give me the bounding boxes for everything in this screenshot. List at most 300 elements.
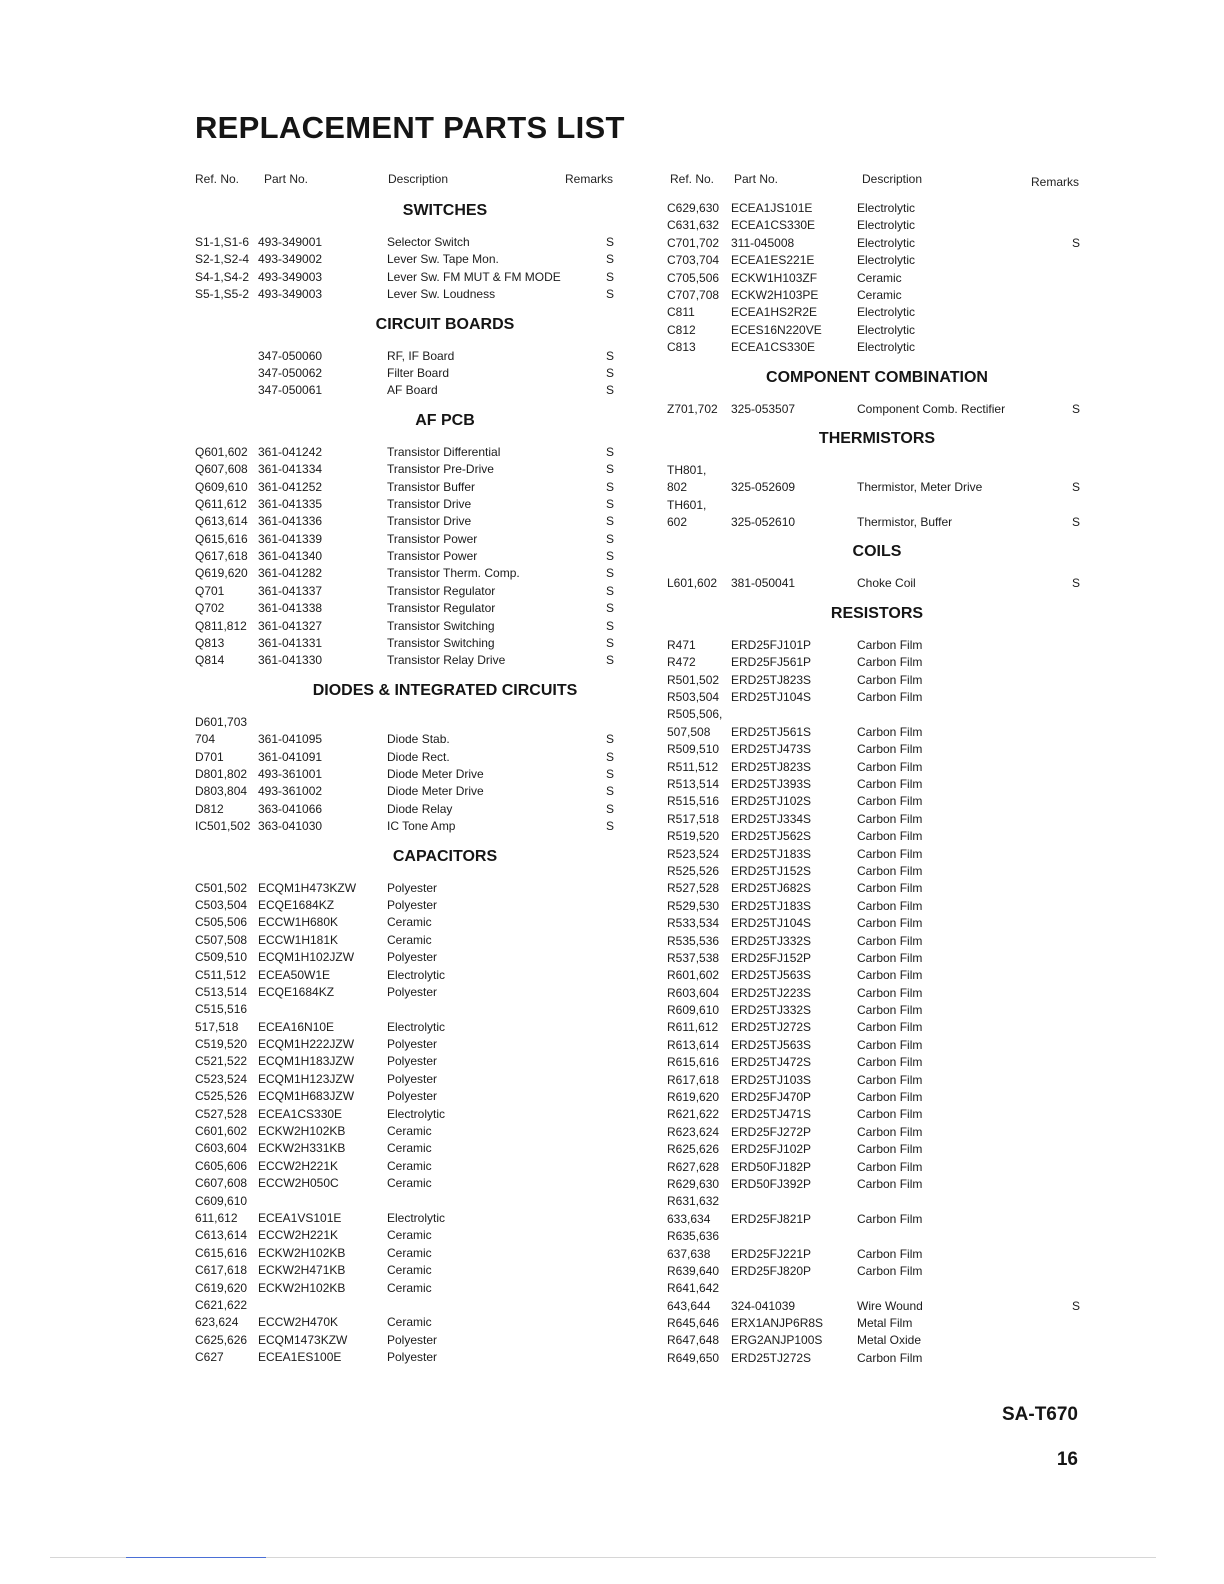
part-row <box>195 801 695 818</box>
part-row <box>667 793 1087 810</box>
remarks-cell: S <box>606 479 615 494</box>
description-cell: Diode Meter Drive <box>387 784 484 799</box>
description-cell: Thermistor, Buffer <box>857 515 953 530</box>
description-cell: Polyester <box>387 1071 438 1086</box>
ref-no-cell: R523,524 <box>667 846 720 861</box>
right-sections <box>667 200 1087 1377</box>
ref-no-cell: Q615,616 <box>195 531 248 546</box>
ref-no-cell: D601,703 <box>195 714 248 729</box>
part-no-cell: ERD25FJ561P <box>731 655 812 670</box>
part-no-cell: ERD25TJ563S <box>731 968 812 983</box>
part-no-cell: 361-041330 <box>258 653 323 668</box>
ref-no-cell: 637,638 <box>667 1246 711 1261</box>
ref-no-cell: D701 <box>195 749 224 764</box>
description-cell: Carbon Film <box>857 637 923 652</box>
part-row <box>195 461 695 478</box>
ref-no-cell: R501,502 <box>667 672 720 687</box>
remarks-cell: S <box>606 235 615 249</box>
ref-no-cell: R627,628 <box>667 1159 720 1174</box>
part-no-cell: ERD25FJ821P <box>731 1211 812 1226</box>
part-no-cell: ECQE1684KZ <box>258 897 335 912</box>
description-cell: Carbon Film <box>857 1055 923 1070</box>
part-no-cell: ERD25TJ562S <box>731 829 812 844</box>
part-no-cell: ERD25TJ183S <box>731 846 812 861</box>
ref-no-cell: C615,616 <box>195 1245 248 1260</box>
part-no-cell: ECES16N220VE <box>731 322 822 337</box>
ref-no-cell: R601,602 <box>667 968 720 983</box>
ref-no-cell: Q611,612 <box>195 496 247 511</box>
part-no-cell: 493-349001 <box>258 235 323 249</box>
description-cell: Carbon Film <box>857 811 923 826</box>
part-row <box>195 1140 695 1157</box>
ref-no-cell: C605,606 <box>195 1158 248 1173</box>
part-row <box>195 967 695 984</box>
part-row <box>195 783 695 800</box>
ref-no-cell: R625,626 <box>667 1142 720 1157</box>
part-no-cell: 361-041340 <box>258 549 323 564</box>
description-cell: Polyester <box>387 880 438 895</box>
part-row <box>195 652 695 669</box>
part-row <box>667 304 1087 321</box>
part-no-cell: ECQM1H473KZW <box>258 880 357 895</box>
remarks-cell: S <box>606 462 615 477</box>
remarks-cell: S <box>606 444 615 459</box>
part-no-cell: 361-041242 <box>258 444 323 459</box>
ref-no-cell: TH601, <box>667 497 707 512</box>
ref-no-cell: R505,506, <box>667 707 723 722</box>
part-row <box>195 1106 695 1123</box>
description-cell: Transistor Switching <box>387 636 495 651</box>
part-no-cell: ECEA16N10E <box>258 1019 335 1034</box>
ref-no-cell: R513,514 <box>667 776 720 791</box>
remarks-cell: S <box>1072 401 1081 416</box>
part-row <box>195 496 695 513</box>
description-cell: Polyester <box>387 984 438 999</box>
description-cell: Carbon Film <box>857 1211 923 1226</box>
part-row <box>667 287 1087 304</box>
description-cell: Ceramic <box>387 1315 432 1330</box>
ref-no-cell: 602 <box>667 515 688 530</box>
section-heading: DIODES & INTEGRATED CIRCUITS <box>312 681 578 699</box>
part-row <box>195 984 695 1001</box>
remarks-cell: S <box>1072 235 1081 250</box>
part-no-cell: ECQM1H683JZW <box>258 1089 355 1104</box>
description-cell: Electrolytic <box>387 967 446 982</box>
description-cell: Wire Wound <box>857 1298 923 1313</box>
remarks-cell: S <box>606 801 615 816</box>
part-row <box>667 672 1087 689</box>
part-row <box>195 880 695 897</box>
ref-no-cell: C507,508 <box>195 932 248 947</box>
part-row <box>195 565 695 582</box>
part-no-cell: ECEA1VS101E <box>258 1210 342 1225</box>
part-no-cell: ECKW2H102KB <box>258 1124 346 1139</box>
part-row <box>667 1106 1087 1123</box>
part-row <box>667 1228 1087 1245</box>
ref-no-header: Ref. No. <box>670 172 715 186</box>
ref-no-cell: C812 <box>667 322 696 337</box>
part-row <box>667 880 1087 897</box>
description-cell: Polyester <box>387 1350 438 1365</box>
part-no-cell: ERD25FJ820P <box>731 1263 812 1278</box>
part-row <box>195 1349 695 1366</box>
description-cell: Carbon Film <box>857 846 923 861</box>
remarks-cell: S <box>606 269 615 284</box>
part-row <box>667 1176 1087 1193</box>
ref-no-cell: C621,622 <box>195 1297 248 1312</box>
part-row <box>667 863 1087 880</box>
description-cell: Electrolytic <box>387 1106 446 1121</box>
ref-no-cell: Q811,812 <box>195 618 247 633</box>
section-spacer <box>195 400 695 410</box>
description-cell: Carbon Film <box>857 863 923 878</box>
description-cell: Lever Sw. FM MUT & FM MODE <box>387 269 561 284</box>
part-no-cell: ERD25TJ183S <box>731 898 812 913</box>
part-row <box>667 1159 1087 1176</box>
remarks-cell: S <box>606 636 615 651</box>
part-no-cell: 361-041282 <box>258 566 323 581</box>
part-row <box>195 1245 695 1262</box>
part-no-cell: ERD25FJ101P <box>731 637 812 652</box>
part-row <box>667 1089 1087 1106</box>
ref-no-cell: R511,512 <box>667 759 719 774</box>
part-no-cell: ERD25TJ334S <box>731 811 812 826</box>
description-cell: Electrolytic <box>387 1210 446 1225</box>
part-no-cell: 361-041338 <box>258 601 323 616</box>
part-no-cell: 361-041335 <box>258 496 323 511</box>
part-no-cell: 347-050061 <box>258 383 323 398</box>
ref-no-cell: S1-1,S1-6 <box>195 235 250 249</box>
ref-no-cell: 611,612 <box>195 1210 238 1225</box>
ref-no-cell: R645,646 <box>667 1316 720 1331</box>
part-row <box>195 1262 695 1279</box>
part-no-cell: ERD25TJ471S <box>731 1107 812 1122</box>
remarks-cell: S <box>1072 480 1081 495</box>
part-row <box>667 1193 1087 1210</box>
part-no-cell: 347-050062 <box>258 365 323 380</box>
section-heading: RESISTORS <box>830 604 924 622</box>
part-no-cell: ERD25TJ103S <box>731 1072 812 1087</box>
ref-no-cell: R615,616 <box>667 1055 720 1070</box>
part-no-cell: ECKW2H102KB <box>258 1280 346 1295</box>
ref-no-cell: C701,702 <box>667 235 720 250</box>
column-header-left <box>195 170 695 200</box>
ref-no-cell: D801,802 <box>195 766 248 781</box>
part-no-cell: ECQE1684KZ <box>258 984 335 999</box>
description-cell: Choke Coil <box>857 576 916 591</box>
part-no-cell: ECQM1H222JZW <box>258 1037 355 1052</box>
part-no-cell: ERD25FJ102P <box>731 1142 812 1157</box>
ref-no-cell: R471 <box>667 637 696 652</box>
description-cell: Ceramic <box>387 932 432 947</box>
part-no-cell: ERD25TJ472S <box>731 1055 812 1070</box>
description-cell: Carbon Film <box>857 1124 923 1139</box>
ref-no-cell: C613,614 <box>195 1228 248 1243</box>
part-no-cell: ECCW2H221K <box>258 1228 339 1243</box>
ref-no-cell: Q617,618 <box>195 549 248 564</box>
part-row <box>667 401 1087 418</box>
ref-no-cell: TH801, <box>667 462 707 477</box>
ref-no-cell: R629,630 <box>667 1176 720 1191</box>
ref-no-cell: Q701 <box>195 583 225 598</box>
part-no-cell: 361-041331 <box>258 636 323 651</box>
description-cell: Carbon Film <box>857 881 923 896</box>
part-no-cell: 361-041334 <box>258 462 323 477</box>
part-row <box>195 269 695 286</box>
part-row <box>667 898 1087 915</box>
ref-no-cell: L601,602 <box>667 576 718 591</box>
ref-no-cell: IC501,502 <box>195 819 251 834</box>
section-heading: COMPONENT COMBINATION <box>766 368 988 386</box>
part-row <box>195 365 695 382</box>
ref-no-cell: Q607,608 <box>195 462 248 477</box>
description-cell: Component Comb. Rectifier <box>857 401 1006 416</box>
description-cell: Ceramic <box>387 1141 432 1156</box>
description-cell: Ceramic <box>857 270 902 285</box>
description-cell: Carbon Film <box>857 776 923 791</box>
description-cell: Diode Stab. <box>387 732 450 747</box>
description-cell: Electrolytic <box>387 1019 446 1034</box>
ref-no-cell: C631,632 <box>667 218 720 233</box>
description-cell: Transistor Drive <box>387 496 472 511</box>
ref-no-cell: R609,610 <box>667 1003 720 1018</box>
description-cell: Metal Oxide <box>857 1333 922 1348</box>
description-cell: Ceramic <box>387 1158 432 1173</box>
ref-no-cell: R517,518 <box>667 811 720 826</box>
ref-no-cell: R647,648 <box>667 1333 720 1348</box>
ref-no-cell: D812 <box>195 801 224 816</box>
section-spacer <box>195 1366 695 1376</box>
description-cell: Carbon Film <box>857 1263 923 1278</box>
description-cell: Electrolytic <box>857 201 916 215</box>
part-row <box>667 1124 1087 1141</box>
description-cell: Carbon Film <box>857 724 923 739</box>
part-row <box>195 731 695 748</box>
part-no-cell: ERD25TJ223S <box>731 985 812 1000</box>
ref-no-cell: C501,502 <box>195 880 248 895</box>
ref-no-cell: R527,528 <box>667 881 720 896</box>
description-cell: Diode Relay <box>387 801 453 816</box>
remarks-cell: S <box>606 287 615 302</box>
description-cell: Carbon Film <box>857 1037 923 1052</box>
part-no-cell: 493-349003 <box>258 287 323 302</box>
part-no-cell: 381-050041 <box>731 576 796 591</box>
ref-no-cell: R603,604 <box>667 985 720 1000</box>
column-header-right <box>667 170 1087 200</box>
part-no-cell: 493-349002 <box>258 252 323 267</box>
ref-no-cell: R649,650 <box>667 1350 720 1365</box>
part-no-cell: 361-041091 <box>258 749 323 764</box>
remarks-cell: S <box>606 583 615 598</box>
part-row <box>195 1123 695 1140</box>
part-row <box>195 583 695 600</box>
description-cell: Electrolytic <box>857 322 916 337</box>
part-row <box>667 1019 1087 1036</box>
bottom-divider <box>50 1557 1156 1558</box>
description-cell: Ceramic <box>387 1245 432 1260</box>
part-row <box>195 251 695 268</box>
part-row <box>667 950 1087 967</box>
remarks-cell: S <box>606 732 615 747</box>
ref-no-cell: C519,520 <box>195 1037 248 1052</box>
ref-no-cell: 643,644 <box>667 1298 711 1313</box>
part-row <box>667 759 1087 776</box>
ref-no-cell: C705,506 <box>667 270 720 285</box>
description-cell: IC Tone Amp <box>387 819 456 834</box>
ref-no-cell: C521,522 <box>195 1054 248 1069</box>
description-cell: Transistor Power <box>387 531 478 546</box>
ref-no-cell: R503,504 <box>667 690 720 705</box>
part-no-cell: ERD25TJ272S <box>731 1020 812 1035</box>
description-cell: Polyester <box>387 1332 438 1347</box>
ref-no-cell: S5-1,S5-2 <box>195 287 250 302</box>
part-no-cell: ECKW2H102KB <box>258 1245 346 1260</box>
part-no-cell: ECEA1CS330E <box>258 1106 343 1121</box>
ref-no-cell: C503,504 <box>195 897 248 912</box>
ref-no-cell: R519,520 <box>667 829 720 844</box>
part-no-cell: 493-361001 <box>258 766 323 781</box>
ref-no-cell: C513,514 <box>195 984 248 999</box>
section-heading: SWITCHES <box>402 202 488 219</box>
part-row <box>667 828 1087 845</box>
ref-no-cell: Z701,702 <box>667 401 718 416</box>
part-row <box>195 1036 695 1053</box>
part-row <box>667 252 1087 269</box>
part-no-cell: ERD25TJ473S <box>731 742 812 757</box>
remarks-cell: S <box>606 618 615 633</box>
part-row <box>195 348 695 365</box>
description-cell: Transistor Relay Drive <box>387 653 506 668</box>
remarks-header: Remarks <box>1031 175 1080 189</box>
part-no-cell: ERD25TJ102S <box>731 794 812 809</box>
description-cell: Transistor Drive <box>387 514 472 529</box>
part-no-cell: ECCW2H050C <box>258 1176 339 1191</box>
description-header: Description <box>862 172 923 186</box>
description-cell: Polyester <box>387 1037 438 1052</box>
part-row <box>195 1210 695 1227</box>
description-cell: Carbon Film <box>857 916 923 931</box>
description-cell: Carbon Film <box>857 742 923 757</box>
part-no-cell: ERD25TJ152S <box>731 863 812 878</box>
section-spacer <box>195 670 695 680</box>
part-row <box>667 985 1087 1002</box>
part-no-cell: 361-041252 <box>258 479 323 494</box>
part-no-cell: ERD25TJ563S <box>731 1037 812 1052</box>
description-cell: Carbon Film <box>857 655 923 670</box>
part-no-cell: 361-041337 <box>258 583 323 598</box>
description-cell: Polyester <box>387 950 438 965</box>
part-no-cell: ECEA1CS330E <box>731 340 816 355</box>
ref-no-cell: C603,604 <box>195 1141 248 1156</box>
part-no-cell: 347-050060 <box>258 348 323 363</box>
model-number: SA-T670 <box>1001 1404 1078 1425</box>
part-row <box>195 714 695 731</box>
description-cell: Carbon Film <box>857 1020 923 1035</box>
part-row <box>667 1037 1087 1054</box>
ref-no-cell: C627 <box>195 1350 224 1365</box>
ref-no-cell: C609,610 <box>195 1193 248 1208</box>
remarks-cell: S <box>606 549 615 564</box>
part-row <box>667 811 1087 828</box>
ref-no-cell: C511,512 <box>195 967 247 982</box>
part-row <box>195 234 695 251</box>
part-no-cell: 361-041336 <box>258 514 323 529</box>
ref-no-cell: R641,642 <box>667 1281 720 1296</box>
part-row <box>667 915 1087 932</box>
ref-no-cell: Q609,610 <box>195 479 248 494</box>
part-row <box>195 618 695 635</box>
part-no-header: Part No. <box>734 172 779 186</box>
page-title: REPLACEMENT PARTS LIST <box>195 110 625 145</box>
remarks-cell: S <box>606 365 615 380</box>
description-cell: Electrolytic <box>857 305 916 320</box>
description-cell: Carbon Film <box>857 1159 923 1174</box>
part-row <box>667 1315 1087 1332</box>
part-row <box>195 531 695 548</box>
description-cell: Lever Sw. Loudness <box>387 287 496 302</box>
description-cell: Transistor Switching <box>387 618 495 633</box>
ref-no-cell: C707,708 <box>667 287 720 302</box>
part-row <box>195 1314 695 1331</box>
description-cell: Transistor Buffer <box>387 479 476 494</box>
part-row <box>195 766 695 783</box>
part-no-cell: 361-041339 <box>258 531 323 546</box>
part-no-cell: ECCW1H181K <box>258 932 339 947</box>
description-cell: Ceramic <box>387 1124 432 1139</box>
ref-no-cell: R535,536 <box>667 933 720 948</box>
section-spacer <box>667 531 1087 541</box>
description-cell: Carbon Film <box>857 933 923 948</box>
description-cell: Carbon Film <box>857 1350 923 1365</box>
ref-no-cell: R611,612 <box>667 1020 719 1035</box>
part-no-cell: ECKW1H103ZF <box>731 270 818 285</box>
remarks-cell: S <box>606 496 615 511</box>
description-cell: Carbon Film <box>857 1003 923 1018</box>
ref-no-cell: Q619,620 <box>195 566 248 581</box>
ref-no-cell: C601,602 <box>195 1124 248 1139</box>
part-no-cell: ERD25TJ823S <box>731 672 812 687</box>
part-no-cell: ECQM1H102JZW <box>258 950 355 965</box>
ref-no-cell: C811 <box>667 305 695 320</box>
ref-no-cell: Q613,614 <box>195 514 248 529</box>
description-cell: Electrolytic <box>857 218 916 233</box>
part-row <box>667 339 1087 356</box>
remarks-cell: S <box>606 653 615 668</box>
part-no-cell: 363-041030 <box>258 819 323 834</box>
part-no-cell: ERD25FJ152P <box>731 950 812 965</box>
part-row <box>195 382 695 399</box>
section-spacer <box>195 304 695 314</box>
part-no-cell: ECEA1ES221E <box>731 253 815 268</box>
ref-no-cell: R525,526 <box>667 863 720 878</box>
part-row <box>667 497 1087 514</box>
part-row <box>195 1227 695 1244</box>
ref-no-cell: C617,618 <box>195 1263 248 1278</box>
remarks-cell: S <box>606 348 615 363</box>
ref-no-cell: R509,510 <box>667 742 720 757</box>
section-heading: COILS <box>852 543 902 561</box>
ref-no-cell: R619,620 <box>667 1090 720 1105</box>
section-spacer <box>667 418 1087 428</box>
part-row <box>195 1297 695 1314</box>
ref-no-cell: R617,618 <box>667 1072 720 1087</box>
description-cell: Electrolytic <box>857 235 916 250</box>
description-cell: Diode Rect. <box>387 749 450 764</box>
ref-no-cell: R635,636 <box>667 1229 720 1244</box>
part-no-cell: 361-041095 <box>258 732 323 747</box>
ref-no-cell: R515,516 <box>667 794 720 809</box>
part-row <box>667 654 1087 671</box>
